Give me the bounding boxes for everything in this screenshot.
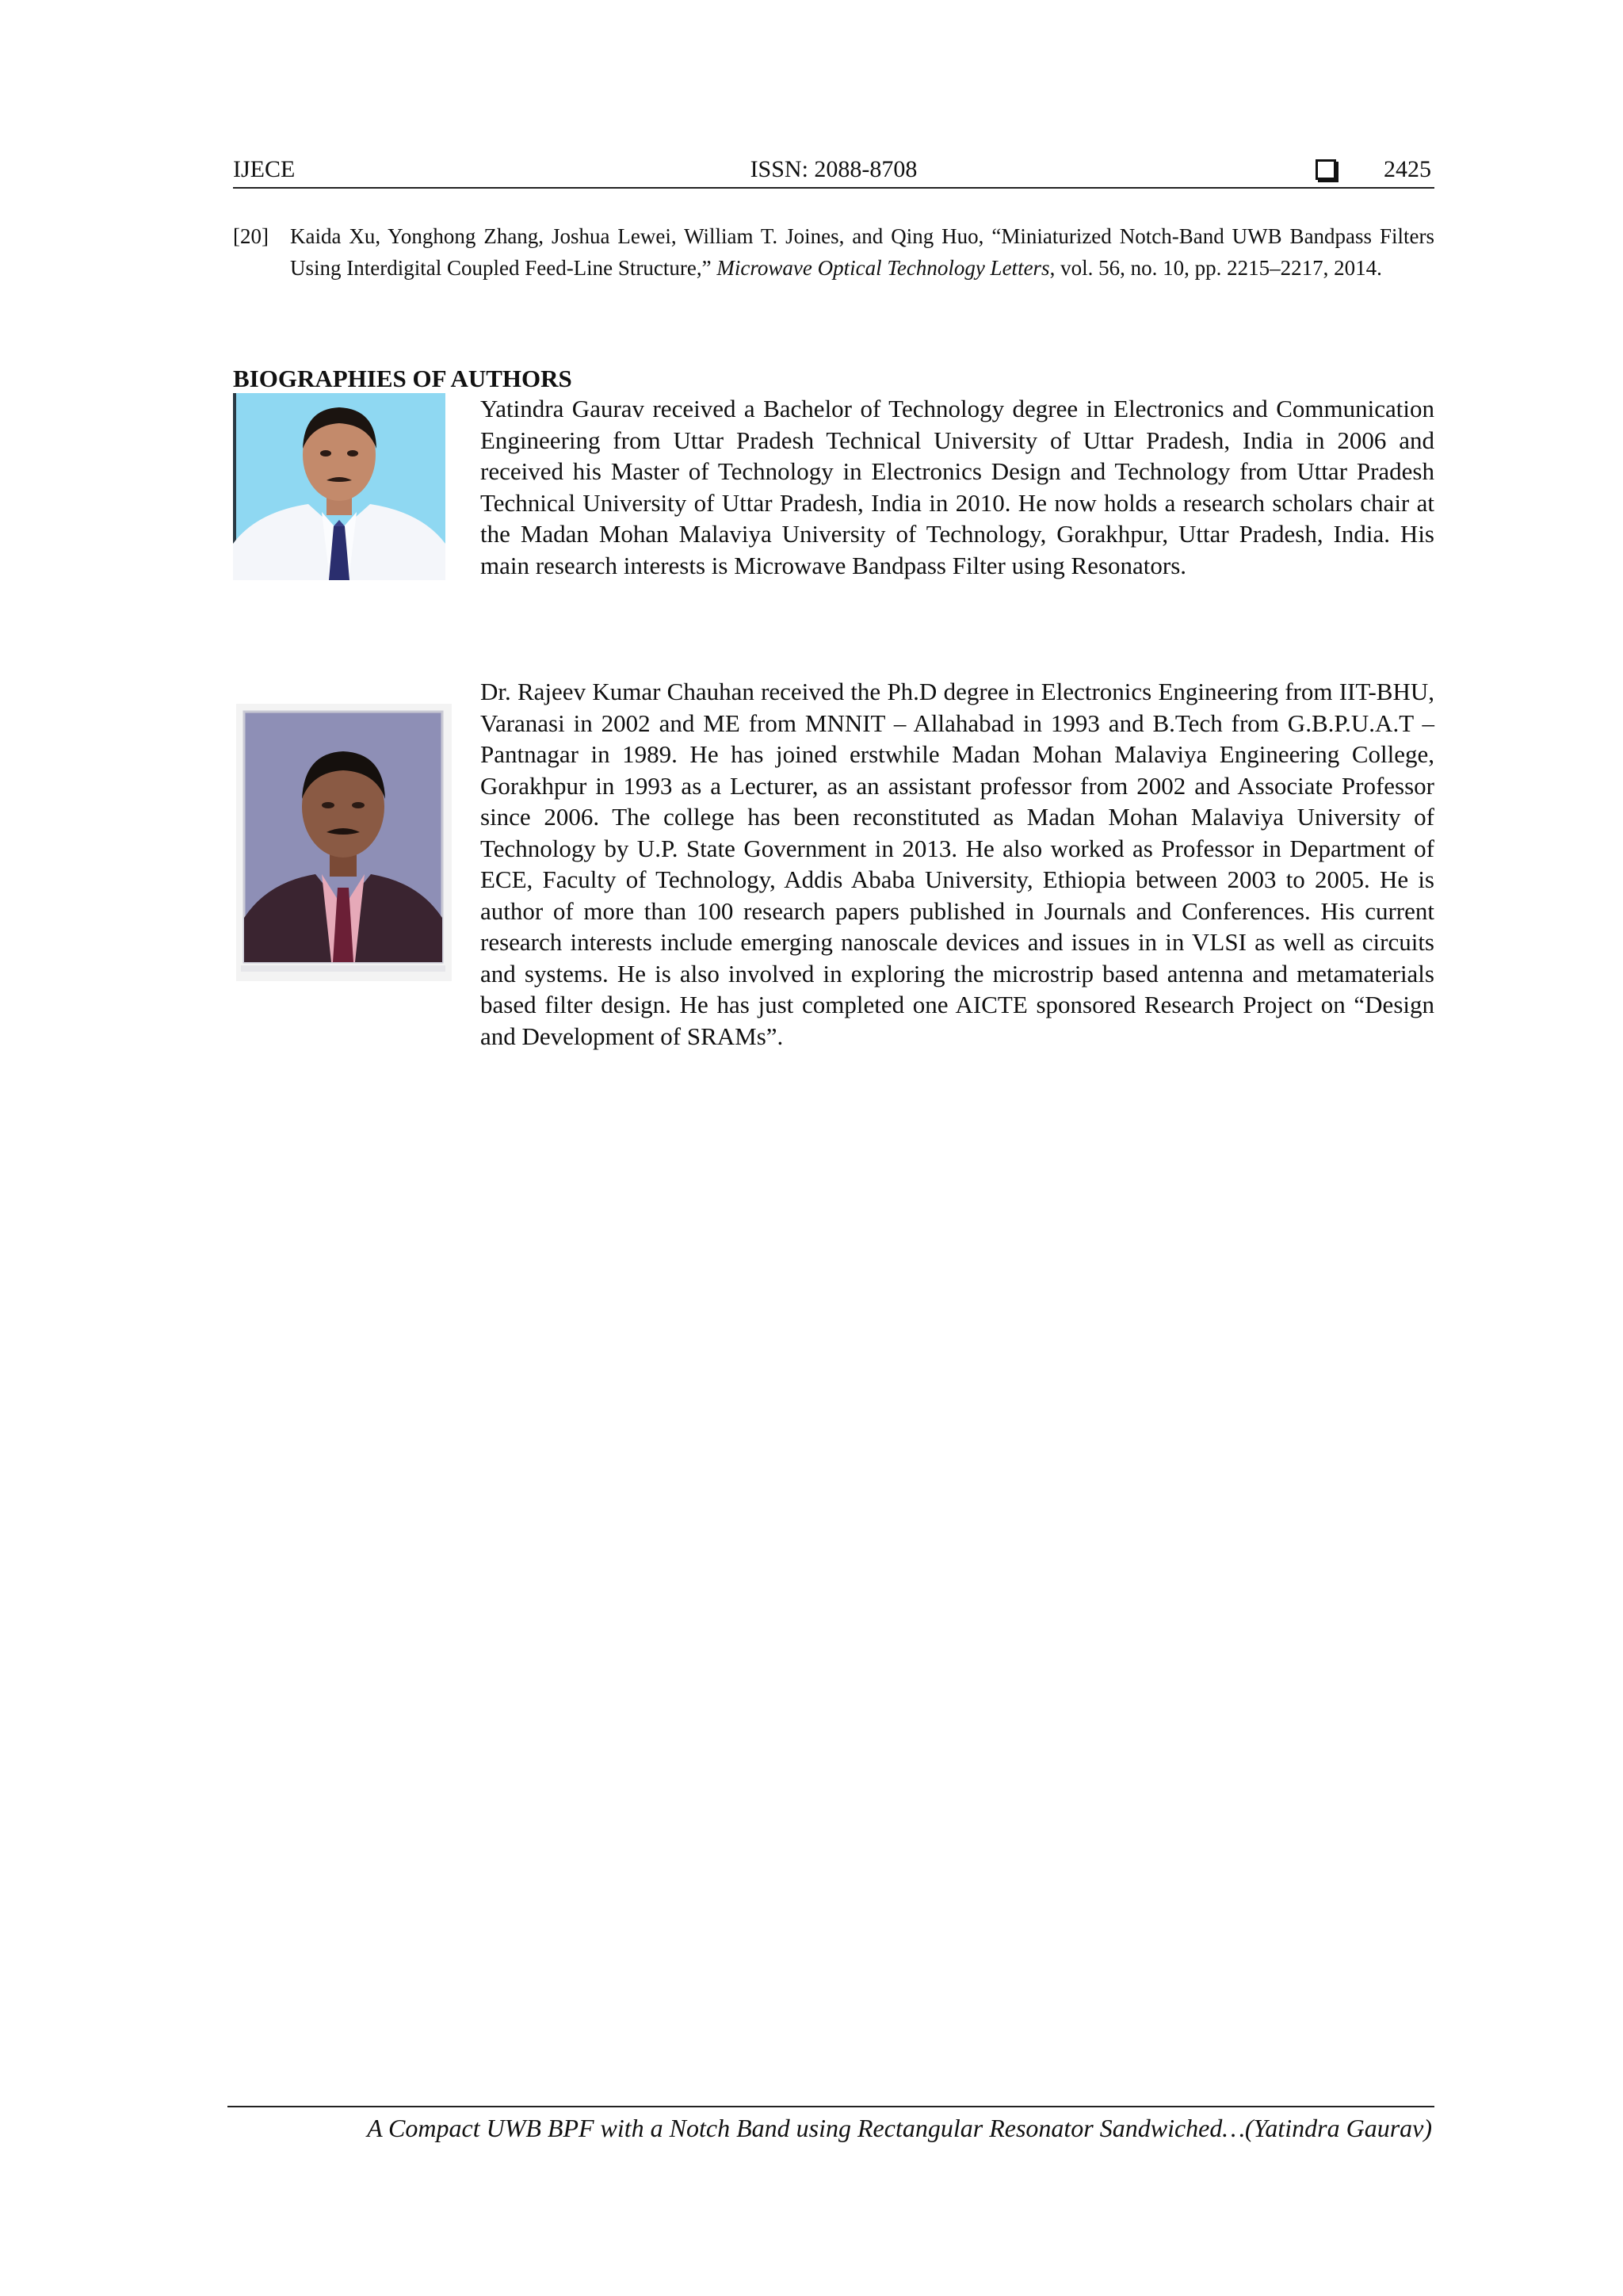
footer-rule (227, 2106, 1434, 2107)
author-bio-1: Yatindra Gaurav received a Bachelor of Technology degree in Electronics and Communication Engineering from Uttar Pradesh Technical University of Uttar Pradesh, India in 2006 and received his Master of Technology in Electronics Design and Technology from Uttar Pradesh Technical University of Uttar Pradesh, India in 2010. He now holds a research scholars chair at the Madan Mohan Malaviya University of Technology, Gorakhpur, Uttar Pradesh, India. His main research interests is Microwave Bandpass Filter using Resonators. (480, 395, 1434, 579)
issn: ISSN: 2088-8708 (750, 156, 918, 182)
page-footer: A Compact UWB BPF with a Notch Band using Rectangular Resonator Sandwiched…(Yatindra Gaurav) (367, 2114, 1432, 2142)
author-photo-1 (233, 393, 445, 580)
reference-journal: Microwave Optical Technology Letters (716, 256, 1050, 280)
reference-text-after: , vol. 56, no. 10, pp. 2215–2217, 2014. (1049, 256, 1382, 280)
reference-number: [20] (233, 224, 269, 248)
author-photo-2 (236, 704, 452, 981)
author-photo-2-image (236, 704, 452, 981)
page-number: 2425 (1384, 156, 1431, 182)
author-photo-1-image (233, 393, 445, 580)
author-bio-2: Dr. Rajeev Kumar Chauhan received the Ph.D degree in Electronics Engineering from IIT-BHU, Varanasi in 2002 and ME from MNNIT – Allahabad in 1993 and B.Tech from G.B.P.U.A.T –Pantnagar in 1989. He has joined erstwhile Madan Mohan Malaviya Engineering College, Gorakhpur in 1993 as a Lecturer, as an assistant professor from 2002 and Associate Professor since 2006. The college has been reconstituted as Madan Mohan Malaviya University of Technology by U.P. State Government in 2013. He also worked as Professor in Department of ECE, Faculty of Technology, Addis Ababa University, Ethiopia between 2003 to 2005. He is author of more than 100 research papers published in Journals and Conferences. His current research interests include emerging nanoscale devices and issues in in VLSI as well as circuits and systems. He is also involved in exploring the microstrip based antenna and metamaterials based filter design. He has just completed one AICTE sponsored Research Project on “Design and Development of SRAMs”. (480, 678, 1434, 1050)
reference-entry (233, 220, 1434, 284)
square-bullet-icon (1316, 159, 1336, 180)
reference-text (290, 220, 1434, 284)
reference-text-before: Kaida Xu, Yonghong Zhang, Joshua Lewei, William T. Joines, and Qing Huo, “Miniaturized Notch-Band UWB Bandpass Filters Using Interdigital Coupled Feed-Line Structure,” (290, 224, 1434, 280)
journal-name: IJECE (233, 156, 296, 182)
section-title: BIOGRAPHIES OF AUTHORS (233, 365, 572, 392)
page-header (233, 152, 1434, 189)
